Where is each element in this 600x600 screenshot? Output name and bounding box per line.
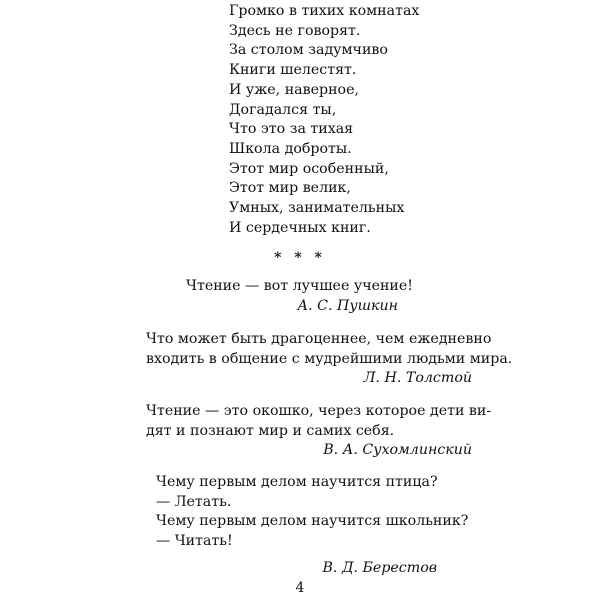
quote-sukhomlinsky xyxy=(146,402,492,461)
quote-text: — Читать! xyxy=(156,533,233,550)
quote-author: В. А. Сухомлинский xyxy=(323,442,472,459)
quote-author: А. С. Пушкин xyxy=(297,297,398,314)
poem-line: Этот мир велик, xyxy=(229,180,351,197)
quote-text: — Летать. xyxy=(156,493,232,510)
poem-line: Громко в тихих комнатах xyxy=(229,3,420,19)
poem-line: И сердечных книг. xyxy=(229,219,371,236)
quote-text: Чтение — вот лучшее учение! xyxy=(186,278,413,294)
poem-line: И уже, наверное, xyxy=(229,81,359,98)
poem-line: Догадался ты, xyxy=(229,101,337,118)
poem xyxy=(229,2,419,238)
quote-text: дят и познают мир и самих себя. xyxy=(146,422,395,439)
quote-text: Чему первым делом научится птица? xyxy=(156,474,438,490)
quote-author: В. Д. Берестов xyxy=(322,559,437,576)
poem-line: За столом задумчиво xyxy=(229,42,388,59)
poem-line: Школа доброты. xyxy=(229,140,352,157)
poem-line: Здесь не говорят. xyxy=(229,22,361,39)
quote-author: Л. Н. Толстой xyxy=(363,370,472,387)
quote-berestov xyxy=(156,473,469,579)
quote-tolstoy xyxy=(146,330,513,389)
section-separator: * * * xyxy=(274,250,326,266)
quote-text: Чему первым делом научится школьник? xyxy=(156,513,469,530)
poem-line: Что это за тихая xyxy=(229,121,354,138)
quote-text: входить в общение с мудрейшими людьми мира. xyxy=(146,350,513,367)
poem-line: Книги шелестят. xyxy=(229,62,357,79)
quote-pushkin xyxy=(186,277,413,316)
quote-text: Что может быть драгоценнее, чем ежедневно xyxy=(146,331,492,347)
page-number: 4 xyxy=(295,580,305,596)
poem-line: Этот мир особенный, xyxy=(229,160,389,177)
quote-text: Чтение — это окошко, через которое дети ви- xyxy=(146,403,492,419)
poem-line: Умных, занимательных xyxy=(229,200,405,217)
